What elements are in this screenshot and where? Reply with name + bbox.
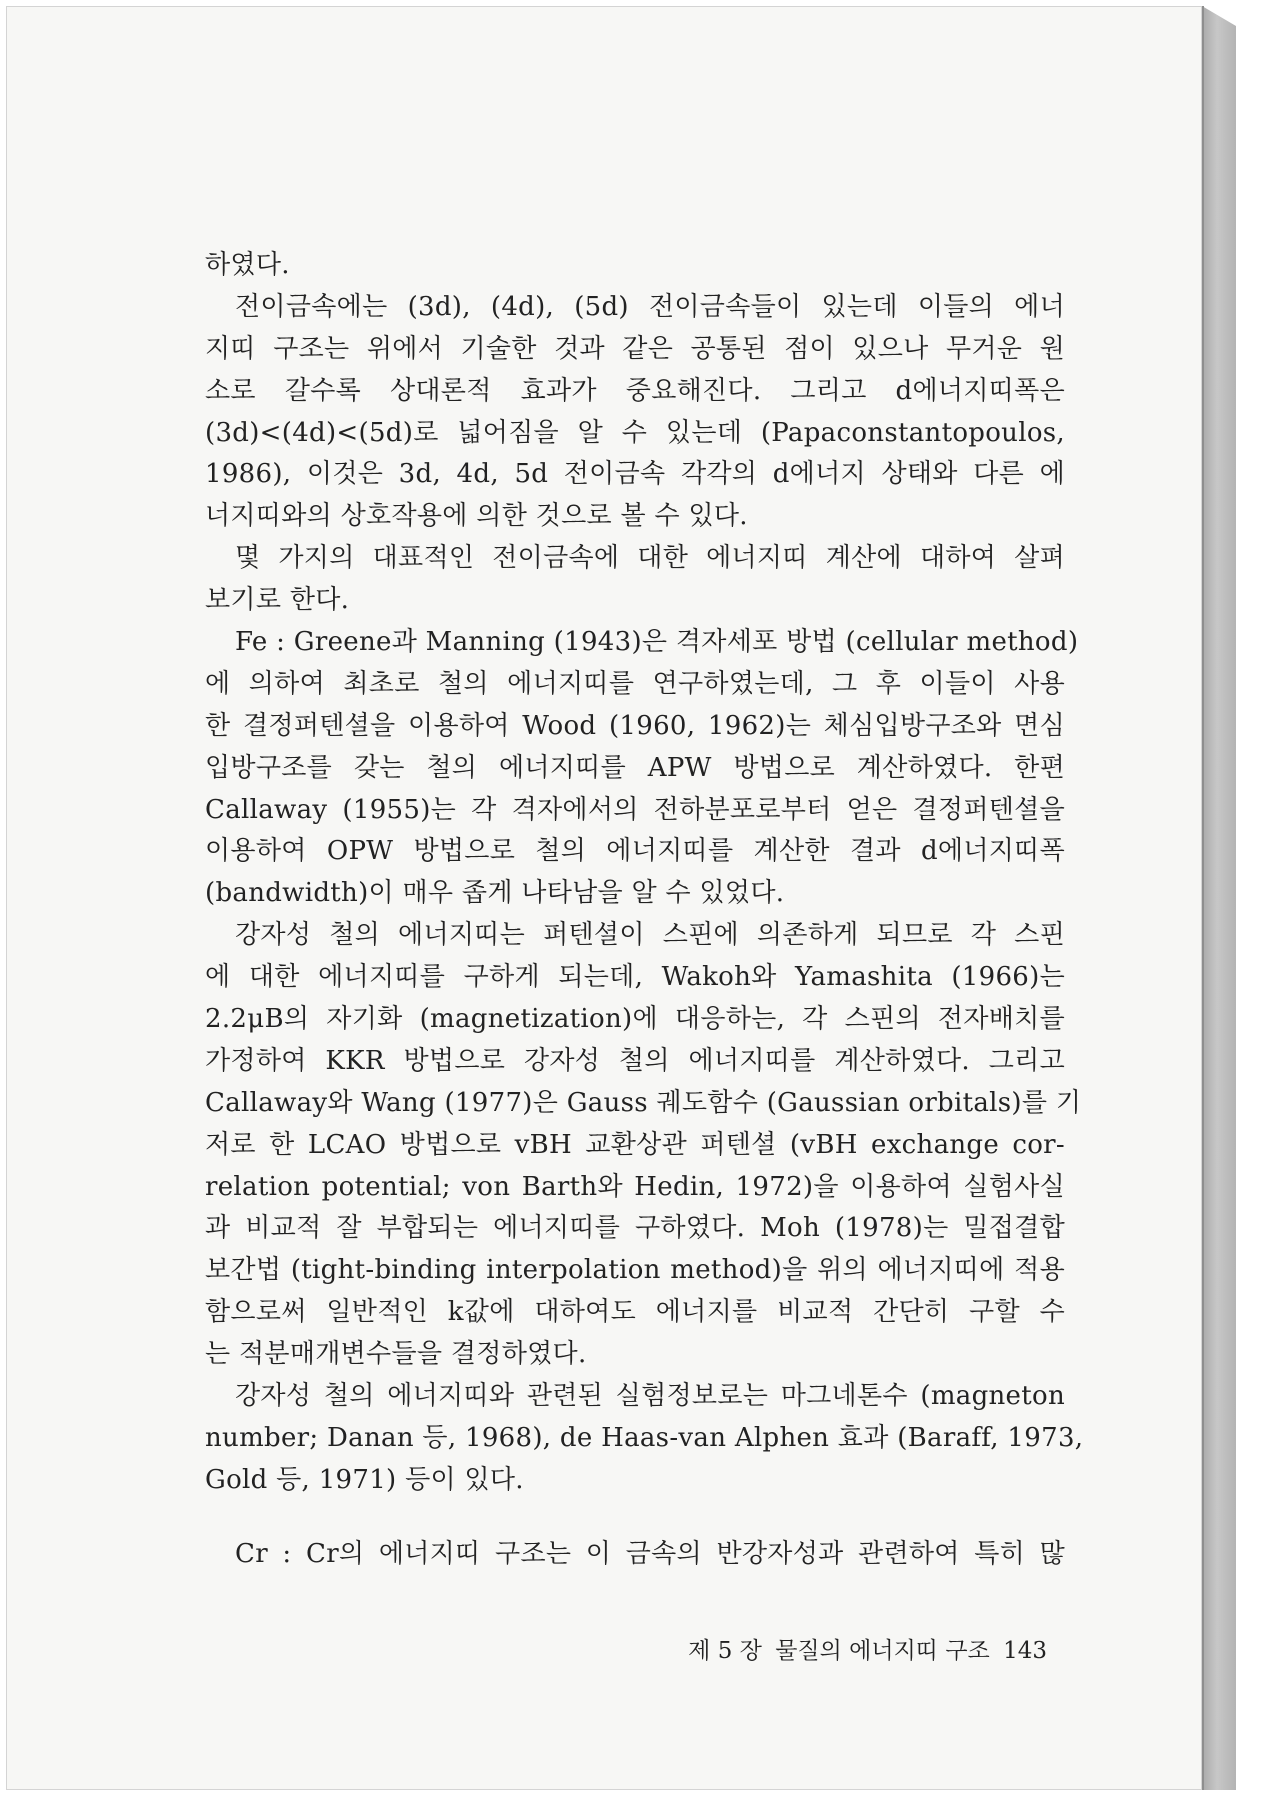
text-line: number; Danan 등, 1968), de Haas-van Alphen 효과 (Baraff, 1973,	[205, 1422, 1084, 1453]
text-line: 에 의하여 최초로 철의 에너지띠를 연구하였는데, 그 후 이들이 사용	[205, 668, 1065, 699]
text-line: Fe : Greene과 Manning (1943)은 격자세포 방법 (cellular method)	[235, 627, 1079, 658]
body-text	[205, 245, 1084, 1576]
book-page	[6, 6, 1238, 1796]
text-line: (bandwidth)이 매우 좁게 나타남을 알 수 있었다.	[205, 878, 785, 909]
text-line: 과 비교적 잘 부합되는 에너지띠를 구하였다. Moh (1978)는 밀접결합	[205, 1213, 1065, 1244]
text-line: 전이금속에는 (3d), (4d), (5d) 전이금속들이 있는데 이들의 에너	[235, 291, 1065, 322]
text-line: (3d)<(4d)<(5d)로 넓어짐을 알 수 있는데 (Papaconstantopoulos,	[205, 417, 1065, 448]
text-line: 강자성 철의 에너지띠는 퍼텐셜이 스핀에 의존하게 되므로 각 스핀	[235, 920, 1065, 951]
text-line: 지띠 구조는 위에서 기술한 것과 같은 공통된 점이 있으나 무거운 원	[205, 333, 1065, 364]
final-line: Cr : Cr의 에너지띠 구조는 이 금속의 반강자성과 관련하여 특히 많	[235, 1538, 1065, 1569]
text-line: 너지띠와의 상호작용에 의한 것으로 볼 수 있다.	[205, 501, 748, 532]
text-line: 는 적분매개변수들을 결정하였다.	[205, 1339, 587, 1370]
text-line: 한 결정퍼텐셜을 이용하여 Wood (1960, 1962)는 체심입방구조와 면심	[205, 710, 1065, 741]
page-edge-shadow	[1202, 6, 1236, 1790]
text-line: 가정하여 KKR 방법으로 강자성 철의 에너지띠를 계산하였다. 그리고	[205, 1045, 1065, 1076]
text-line: 에 대한 에너지띠를 구하게 되는데, Wakoh와 Yamashita (1966)는	[205, 962, 1065, 993]
text-line: 2.2μB의 자기화 (magnetization)에 대응하는, 각 스핀의 전자배치를	[205, 1004, 1065, 1035]
page-sheet	[6, 6, 1202, 1790]
text-line: Callaway와 Wang (1977)은 Gauss 궤도함수 (Gaussian orbitals)를 기	[205, 1087, 1082, 1118]
text-line: 소로 갈수록 상대론적 효과가 중요해진다. 그리고 d에너지띠폭은	[205, 375, 1065, 406]
text-line: 함으로써 일반적인 k값에 대하여도 에너지를 비교적 간단히 구할 수	[205, 1297, 1065, 1328]
page-edge-line	[1202, 6, 1204, 1790]
text-line: 입방구조를 갖는 철의 에너지띠를 APW 방법으로 계산하였다. 한편	[205, 752, 1065, 783]
text-line: 보간법 (tight-binding interpolation method)을 위의 에너지띠에 적용	[205, 1255, 1065, 1286]
page-footer	[617, 1632, 1047, 1665]
page-number: 143	[1003, 1638, 1047, 1664]
text-line: 1986), 이것은 3d, 4d, 5d 전이금속 각각의 d에너지 상태와 다른 에	[205, 459, 1065, 490]
text-line: 강자성 철의 에너지띠와 관련된 실험정보로는 마그네톤수 (magneton	[235, 1381, 1065, 1412]
body-lines	[205, 245, 1084, 1502]
text-line: 저로 한 LCAO 방법으로 vBH 교환상관 퍼텐셜 (vBH exchange cor-	[205, 1129, 1065, 1160]
text-line: Callaway (1955)는 각 격자에서의 전하분포로부터 얻은 결정퍼텐셜을	[205, 794, 1065, 825]
text-line: 몇 가지의 대표적인 전이금속에 대한 에너지띠 계산에 대하여 살펴	[235, 543, 1065, 574]
section-gap	[205, 1502, 1065, 1534]
text-line: 하였다.	[205, 250, 290, 280]
text-line: 이용하여 OPW 방법으로 철의 에너지띠를 계산한 결과 d에너지띠폭	[205, 836, 1065, 867]
footer-title: 물질의 에너지띠 구조	[775, 1638, 990, 1664]
text-line: 보기로 한다.	[205, 585, 350, 616]
text-line: relation potential; von Barth와 Hedin, 1972)을 이용하여 실험사실	[205, 1171, 1065, 1202]
footer-chapter: 제 5 장	[688, 1638, 762, 1664]
text-line: Gold 등, 1971) 등이 있다.	[205, 1464, 524, 1495]
